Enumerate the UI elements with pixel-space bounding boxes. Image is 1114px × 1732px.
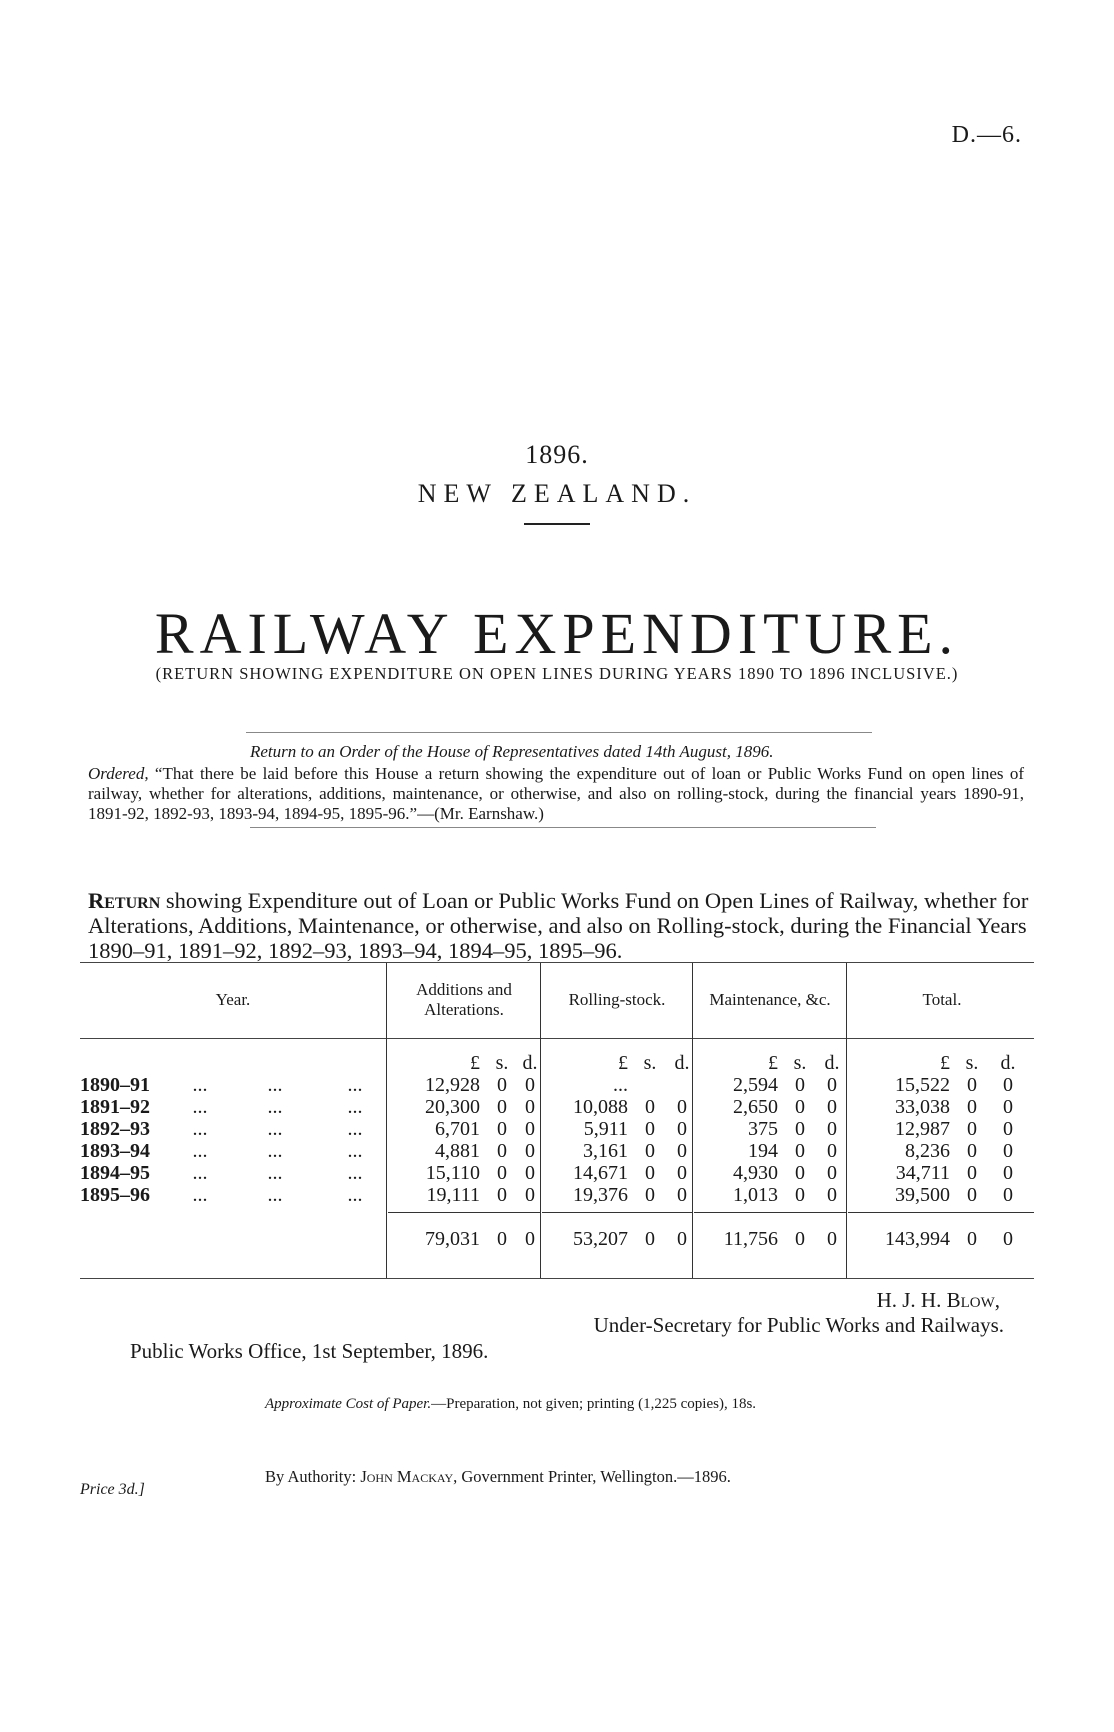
cell-maint-pence: 0 [827, 1074, 837, 1096]
cell-maint-shillings: 0 [795, 1118, 805, 1140]
cell-maint-pence: 0 [827, 1096, 837, 1118]
cell-total-pounds: 15,522 [895, 1074, 950, 1096]
cell-total-pence: 0 [1003, 1184, 1013, 1206]
cost-note [265, 1396, 756, 1413]
cell-total-shillings: 0 [967, 1074, 977, 1096]
main-title: RAILWAY EXPENDITURE. [154, 601, 960, 666]
cell-add-shillings: 0 [497, 1140, 507, 1162]
unit-shillings: s. [643, 1052, 657, 1074]
return-heading-text: showing Expenditure out of Loan or Public Works Fund on Open Lines of Railway, whether for Alterations, Additions, Maintenance, or otherwise, and also on Rolling-stock, during the Financial Years 1890–91, 1891–92, 1892–93, 1893–94, 1894–95, 1895–96. [88, 888, 1029, 963]
cell-add-shillings: 0 [497, 1118, 507, 1140]
total-maint-pence: 0 [827, 1228, 837, 1250]
unit-pounds: £ [940, 1052, 950, 1074]
cell-maint-pounds: 4,930 [733, 1162, 778, 1184]
cell-roll-shillings: 0 [645, 1162, 655, 1184]
cost-text: —Preparation, not given; printing (1,225 copies), 18s. [431, 1396, 757, 1412]
cell-add-shillings: 0 [497, 1074, 507, 1096]
return-heading-lead: Return [88, 888, 161, 913]
cell-total-pounds: 8,236 [905, 1140, 950, 1162]
leader-dots: ... [267, 1140, 283, 1162]
cell-roll-shillings: 0 [645, 1096, 655, 1118]
cell-add-shillings: 0 [497, 1184, 507, 1206]
leader-dots: ... [347, 1140, 363, 1162]
cell-total-pence: 0 [1003, 1074, 1013, 1096]
leader-dots: ... [347, 1118, 363, 1140]
authority-suffix: Government Printer, Wellington.—1896. [461, 1467, 731, 1486]
row-year: 1890–91 [80, 1074, 150, 1096]
cell-maint-pounds: 194 [748, 1140, 778, 1162]
price: Price 3d.] [80, 1481, 145, 1498]
unit-pence: d. [824, 1052, 840, 1074]
cell-roll-pence: 0 [677, 1096, 687, 1118]
unit-pence: d. [674, 1052, 690, 1074]
cell-roll-shillings: 0 [645, 1140, 655, 1162]
totals-rule [848, 1212, 1034, 1213]
cell-roll-shillings: 0 [645, 1184, 655, 1206]
ordered-body: “That there be laid before this House a return showing the expenditure out of loan or Public Works Fund on open lines of railway, whether for alterations, additions, maintenance, or otherwise, and also on rolling-stock, during the financial years 1890-91, 1891-92, 1892-93, 1893-94, 1894-95, 1895-96.”—(Mr. Earnshaw.) [88, 764, 1025, 823]
leader-dots: ... [192, 1074, 208, 1096]
leader-dots: ... [347, 1096, 363, 1118]
document-year: 1896. [525, 440, 589, 469]
cell-total-pounds: 12,987 [895, 1118, 950, 1140]
total-roll-shillings: 0 [645, 1228, 655, 1250]
cell-maint-pence: 0 [827, 1162, 837, 1184]
leader-dots: ... [267, 1096, 283, 1118]
cell-total-shillings: 0 [967, 1140, 977, 1162]
cell-maint-shillings: 0 [795, 1184, 805, 1206]
total-roll-pounds: 53,207 [573, 1228, 628, 1250]
cell-roll-pounds: ... [613, 1074, 628, 1096]
cell-maint-shillings: 0 [795, 1096, 805, 1118]
totals-rule [542, 1212, 692, 1213]
totals-rule [694, 1212, 846, 1213]
page-reference: D.—6. [951, 122, 1022, 148]
title-divider [524, 523, 590, 525]
signatory-title: Under-Secretary for Public Works and Railways. [593, 1313, 1004, 1337]
leader-dots: ... [192, 1118, 208, 1140]
cell-maint-shillings: 0 [795, 1162, 805, 1184]
cell-maint-pounds: 375 [748, 1118, 778, 1140]
leader-dots: ... [192, 1096, 208, 1118]
cell-maint-pounds: 2,594 [733, 1074, 778, 1096]
cell-maint-pence: 0 [827, 1140, 837, 1162]
cell-maint-pence: 0 [827, 1118, 837, 1140]
cell-add-pounds: 20,300 [425, 1096, 480, 1118]
cell-total-pounds: 33,038 [895, 1096, 950, 1118]
totals-rule [388, 1212, 540, 1213]
cell-total-pence: 0 [1003, 1118, 1013, 1140]
cell-roll-pounds: 14,671 [573, 1162, 628, 1184]
cell-add-pounds: 4,881 [435, 1140, 480, 1162]
cell-add-pence: 0 [525, 1140, 535, 1162]
cell-maint-pounds: 1,013 [733, 1184, 778, 1206]
cell-maint-shillings: 0 [795, 1074, 805, 1096]
header-maintenance: Maintenance, &c. [709, 990, 831, 1009]
leader-dots: ... [267, 1162, 283, 1184]
total-add-pence: 0 [525, 1228, 535, 1250]
header-total: Total. [922, 990, 962, 1009]
cell-add-pounds: 15,110 [425, 1162, 480, 1184]
printer-name: John Mackay, [360, 1467, 458, 1486]
total-roll-pence: 0 [677, 1228, 687, 1250]
cell-total-pence: 0 [1003, 1162, 1013, 1184]
header-additions: Additions and Alterations. [416, 980, 512, 1019]
unit-pence: d. [1000, 1052, 1016, 1074]
cell-maint-shillings: 0 [795, 1140, 805, 1162]
unit-shillings: s. [793, 1052, 807, 1074]
leader-dots: ... [347, 1074, 363, 1096]
cell-total-pence: 0 [1003, 1140, 1013, 1162]
leader-dots: ... [267, 1184, 283, 1206]
leader-dots: ... [192, 1162, 208, 1184]
table-header-rule [80, 1038, 1034, 1039]
unit-shillings: s. [495, 1052, 509, 1074]
row-year: 1894–95 [80, 1162, 150, 1184]
cell-roll-pence: 0 [677, 1140, 687, 1162]
cell-roll-pence: 0 [677, 1162, 687, 1184]
cell-add-pounds: 19,111 [426, 1184, 480, 1206]
cell-total-shillings: 0 [967, 1096, 977, 1118]
cell-total-shillings: 0 [967, 1184, 977, 1206]
header-rolling-stock: Rolling-stock. [568, 990, 666, 1009]
office-date-line: Public Works Office, 1st September, 1896. [130, 1339, 489, 1363]
unit-pounds: £ [618, 1052, 628, 1074]
signatory-name-text: H. J. H. Blow, [876, 1288, 1000, 1312]
return-heading [88, 888, 1034, 963]
order-intro: Return to an Order of the House of Representatives dated 14th August, 1896. [250, 742, 774, 761]
header-year: Year. [215, 990, 251, 1009]
total-add-pounds: 79,031 [425, 1228, 480, 1250]
cell-add-pence: 0 [525, 1074, 535, 1096]
cell-roll-pence: 0 [677, 1118, 687, 1140]
unit-shillings: s. [965, 1052, 979, 1074]
row-year: 1893–94 [80, 1140, 150, 1162]
row-year: 1892–93 [80, 1118, 150, 1140]
cell-total-shillings: 0 [967, 1118, 977, 1140]
row-year: 1891–92 [80, 1096, 150, 1118]
signatory-name [0, 1288, 1000, 1313]
cell-add-shillings: 0 [497, 1162, 507, 1184]
cell-roll-pounds: 5,911 [583, 1118, 628, 1140]
total-total-pounds: 143,994 [885, 1228, 950, 1250]
cell-add-pounds: 12,928 [425, 1074, 480, 1096]
unit-pence: d. [522, 1052, 538, 1074]
cell-roll-pounds: 19,376 [573, 1184, 628, 1206]
leader-dots: ... [347, 1184, 363, 1206]
total-maint-pounds: 11,756 [723, 1228, 778, 1250]
total-add-shillings: 0 [497, 1228, 507, 1250]
unit-pounds: £ [470, 1052, 480, 1074]
order-divider-top [246, 732, 872, 733]
cell-roll-pounds: 3,161 [583, 1140, 628, 1162]
sub-title: (RETURN SHOWING EXPENDITURE ON OPEN LINES DURING YEARS 1890 TO 1896 INCLUSIVE.) [155, 664, 959, 683]
cell-roll-shillings: 0 [645, 1118, 655, 1140]
leader-dots: ... [192, 1184, 208, 1206]
cell-add-pounds: 6,701 [435, 1118, 480, 1140]
order-divider-bottom [250, 827, 876, 828]
cell-add-shillings: 0 [497, 1096, 507, 1118]
cell-total-pence: 0 [1003, 1096, 1013, 1118]
total-maint-shillings: 0 [795, 1228, 805, 1250]
cell-maint-pounds: 2,650 [733, 1096, 778, 1118]
cell-add-pence: 0 [525, 1162, 535, 1184]
cell-roll-pounds: 10,088 [573, 1096, 628, 1118]
leader-dots: ... [267, 1074, 283, 1096]
unit-pounds: £ [768, 1052, 778, 1074]
row-year: 1895–96 [80, 1184, 150, 1206]
cell-roll-pence: 0 [677, 1184, 687, 1206]
cell-maint-pence: 0 [827, 1184, 837, 1206]
cell-add-pence: 0 [525, 1118, 535, 1140]
table-top-rule [80, 962, 1034, 963]
country-heading: NEW ZEALAND. [417, 479, 697, 508]
cost-label: Approximate Cost of Paper. [265, 1396, 432, 1412]
total-total-shillings: 0 [967, 1228, 977, 1250]
cell-total-pounds: 34,711 [895, 1162, 950, 1184]
cell-add-pence: 0 [525, 1096, 535, 1118]
cell-total-shillings: 0 [967, 1162, 977, 1184]
authority-prefix: By Authority: [265, 1467, 357, 1486]
order-text [88, 764, 1024, 824]
cell-total-pounds: 39,500 [895, 1184, 950, 1206]
printer-imprint [265, 1467, 731, 1487]
table-bottom-rule [80, 1278, 1034, 1279]
leader-dots: ... [267, 1118, 283, 1140]
leader-dots: ... [192, 1140, 208, 1162]
total-total-pence: 0 [1003, 1228, 1013, 1250]
ordered-label: Ordered, [88, 764, 149, 783]
cell-add-pence: 0 [525, 1184, 535, 1206]
leader-dots: ... [347, 1162, 363, 1184]
